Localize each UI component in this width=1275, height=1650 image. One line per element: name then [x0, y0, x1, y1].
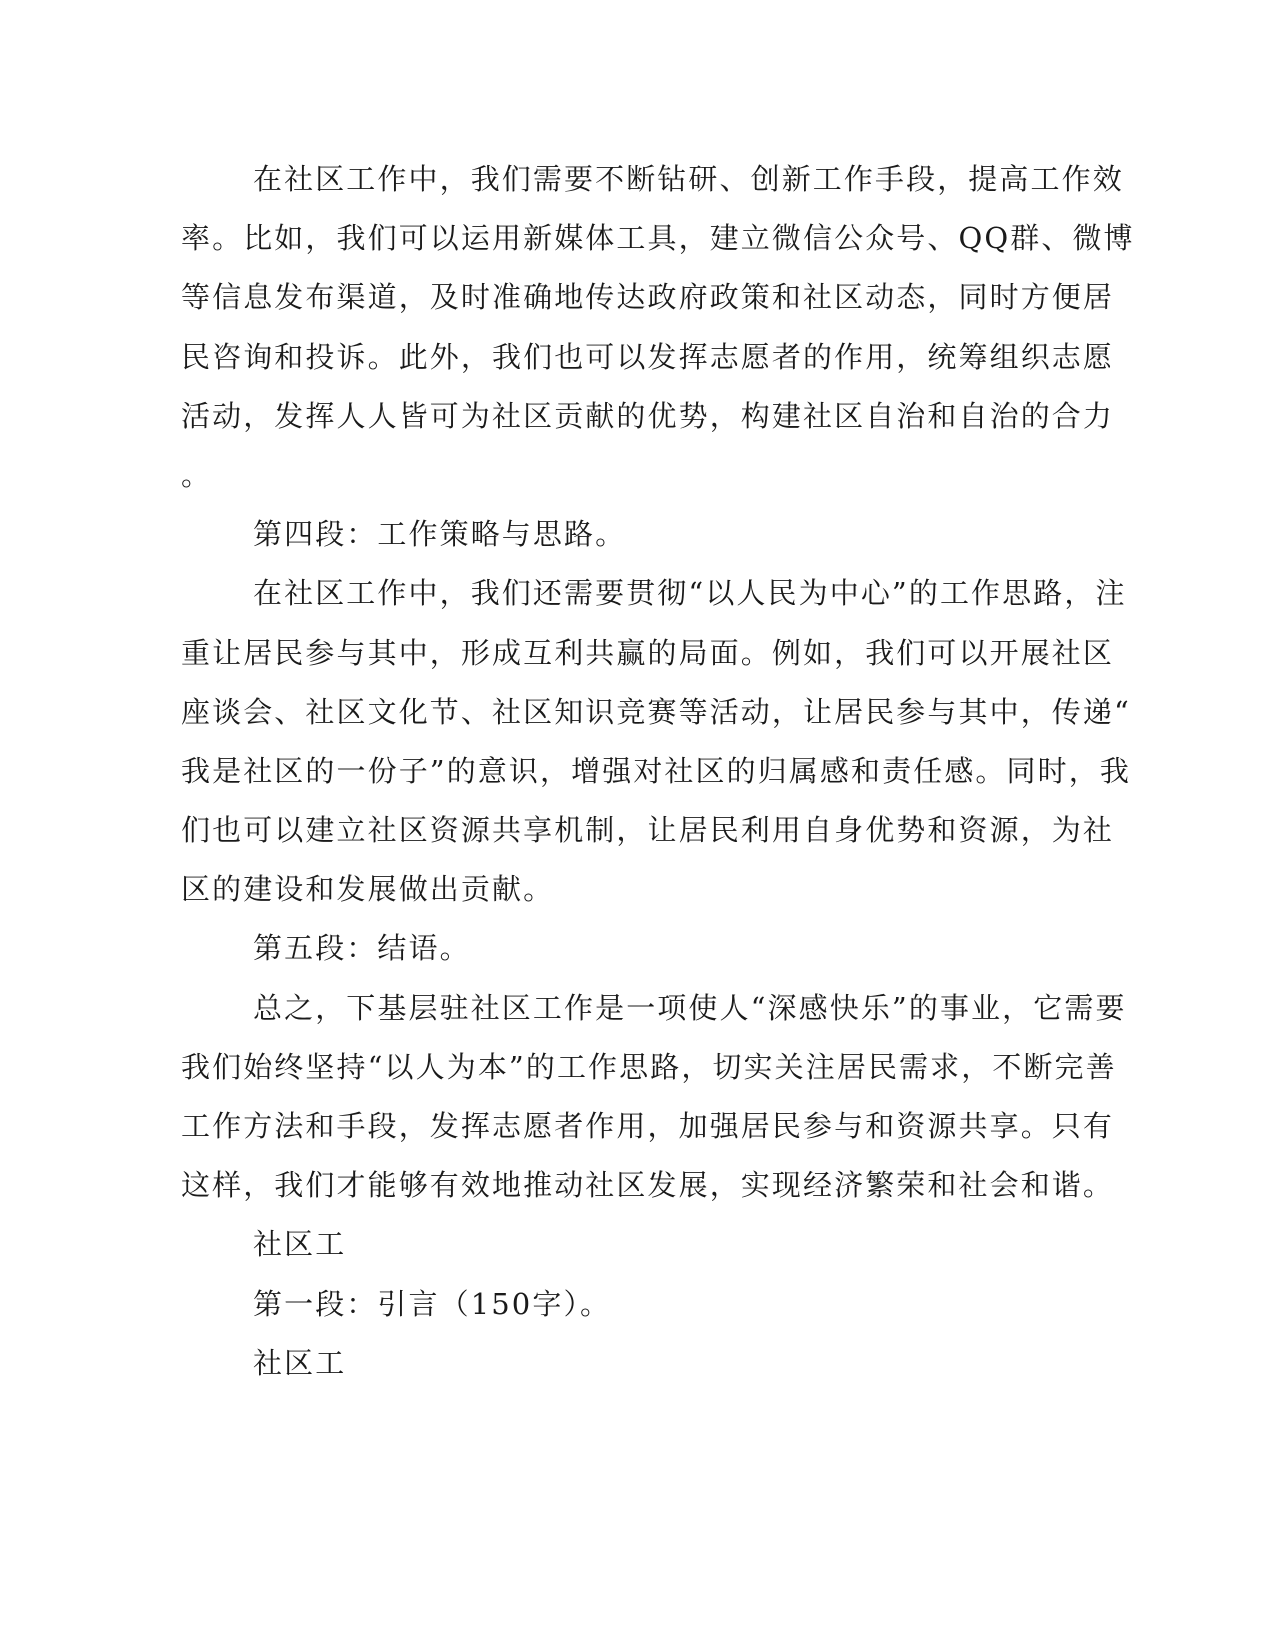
text-line: 工作方法和手段，发挥志愿者作用，加强居民参与和资源共享。只有 — [181, 1109, 1115, 1143]
text-line: 们也可以建立社区资源共享机制，让居民利用自身优势和资源，为社 — [181, 813, 1115, 848]
text-line: 在社区工作中，我们还需要贯彻“以人民为中心”的工作思路，注 — [253, 576, 1127, 611]
text-line: 活动，发挥人人皆可为社区贡献的优势，构建社区自治和自治的合力 — [181, 398, 1115, 433]
paragraph-conclusion — [181, 979, 1127, 1216]
section-heading: 第五段：结语。 — [253, 931, 471, 966]
section-heading: 第四段：工作策略与思路。 — [253, 517, 627, 552]
text-line: 民咨询和投诉。此外，我们也可以发挥志愿者的作用，统筹组织志愿 — [181, 339, 1115, 374]
fragment-title-2 — [181, 1334, 1051, 1393]
heading-section-one — [181, 1275, 1051, 1334]
text-line: 率。比如，我们可以运用新媒体工具，建立微信公众号、QQ群、微博 — [181, 221, 1135, 256]
paragraph-resident-participation — [181, 564, 1131, 919]
text-line: 座谈会、社区文化节、社区知识竞赛等活动，让居民参与其中，传递“ — [181, 694, 1131, 729]
text-line: 区的建设和发展做出贡献。 — [181, 872, 555, 907]
text-line: 社区工 — [253, 1345, 347, 1380]
text-line: 重让居民参与其中，形成互利共赢的局面。例如，我们可以开展社区 — [181, 635, 1115, 670]
section-heading: 第一段：引言（150字）。 — [253, 1286, 612, 1321]
text-line: 我是社区的一份子”的意识，增强对社区的归属感和责任感。同时，我 — [181, 753, 1131, 788]
heading-section-five — [181, 919, 1051, 978]
document-body — [181, 150, 1135, 1393]
text-line: 总之，下基层驻社区工作是一项使人“深感快乐”的事业，它需要 — [253, 990, 1127, 1025]
paragraph-community-work-methods — [181, 150, 1135, 505]
text-line: 。 — [181, 457, 213, 492]
text-line: 我们始终坚持“以人为本”的工作思路，切实关注居民需求，不断完善 — [181, 1049, 1117, 1084]
text-line: 等信息发布渠道，及时准确地传达政府政策和社区动态，同时方便居 — [181, 280, 1115, 315]
text-line: 社区工 — [253, 1227, 347, 1262]
fragment-title-1 — [181, 1215, 1051, 1274]
text-line: 这样，我们才能够有效地推动社区发展，实现经济繁荣和社会和谐。 — [181, 1168, 1115, 1203]
text-line: 在社区工作中，我们需要不断钻研、创新工作手段，提高工作效 — [253, 162, 1124, 196]
heading-section-four — [181, 505, 1051, 564]
